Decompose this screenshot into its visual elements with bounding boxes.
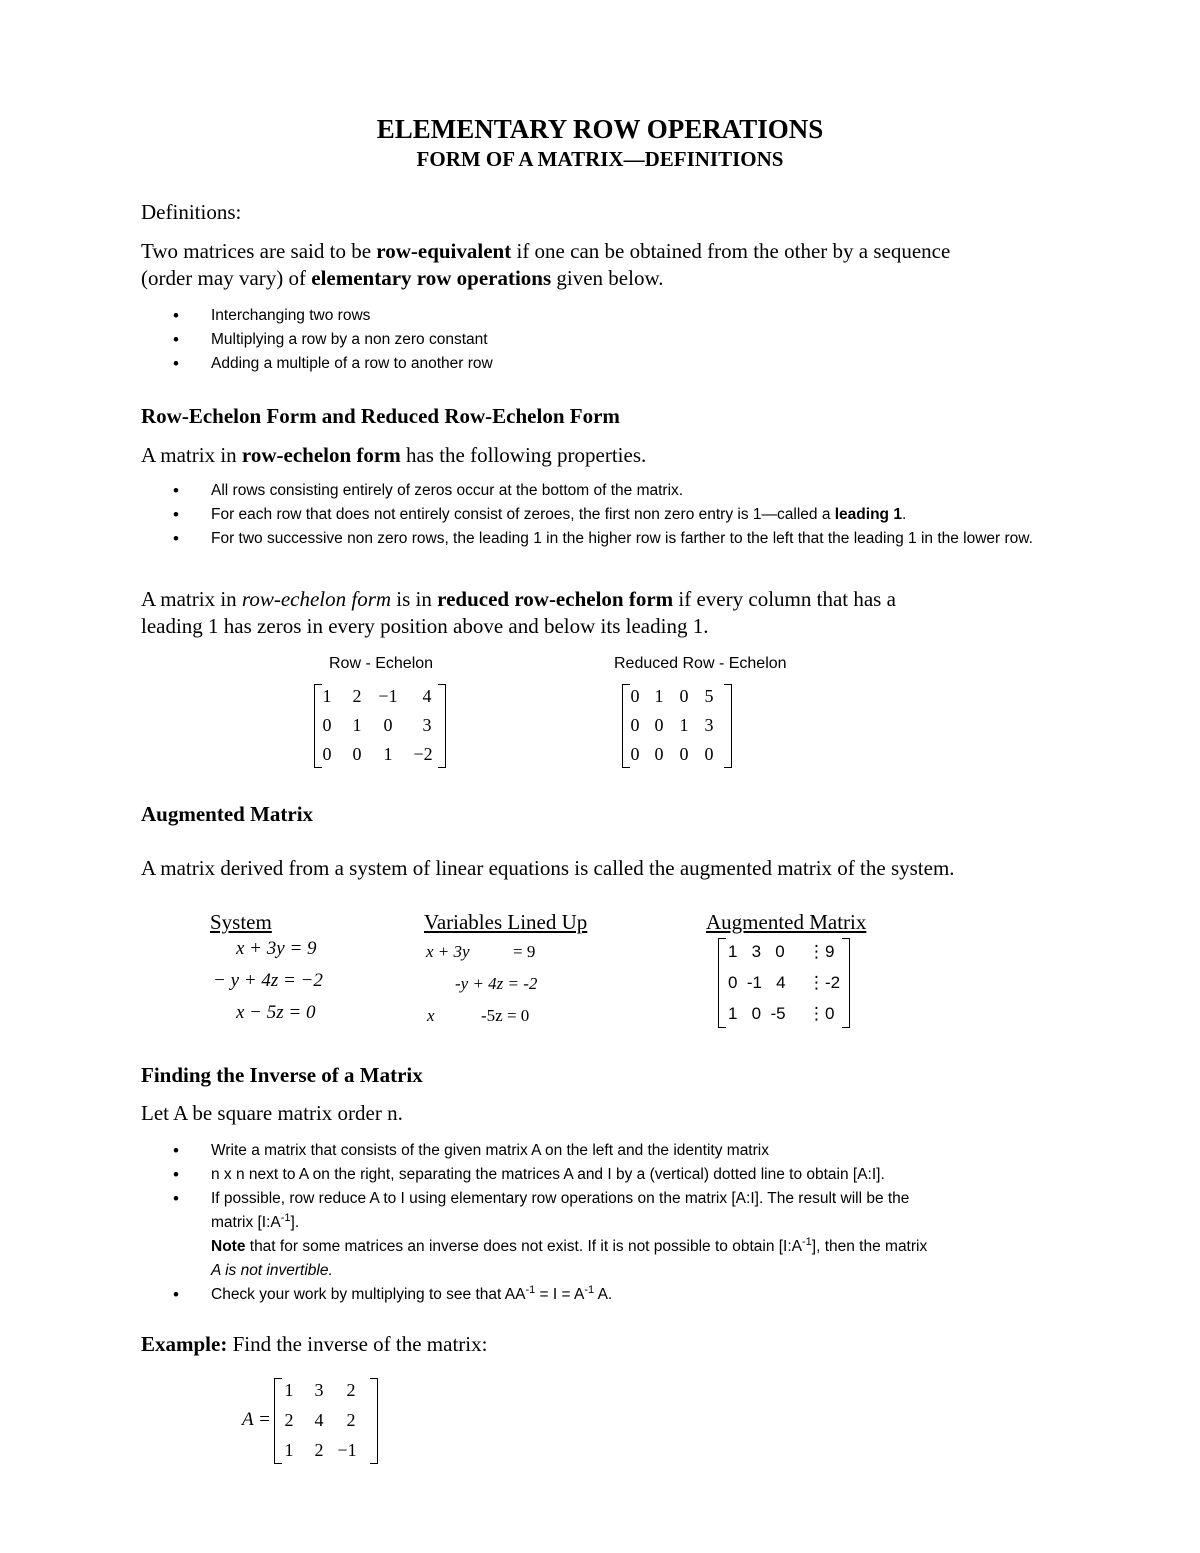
operations-list xyxy=(0,304,1071,376)
matrix-name: A = xyxy=(242,1409,271,1430)
matrix-cell: −2 xyxy=(413,744,433,764)
matrix-cell: 2 xyxy=(352,686,362,706)
system-equation: − y + 4z = −2 xyxy=(213,970,323,991)
matrix-cell: 4 xyxy=(422,686,432,706)
list-item: • All rows consisting entirely of zeros occur at the bottom of the matrix. xyxy=(0,479,1071,503)
list-item: • n x n next to A on the right, separating the matrices A and I by a (vertical) dotted line to obtain [A:I]. xyxy=(0,1163,1071,1187)
augmented-column: ⋮9 xyxy=(808,942,835,961)
lined-equation: x + 3y xyxy=(426,942,470,961)
matrix-cell: 0 xyxy=(630,715,640,735)
matrix-row: 1 3 0 xyxy=(728,942,785,961)
page-subtitle: FORM OF A MATRIX—DEFINITIONS xyxy=(416,147,784,171)
matrix-cell: 1 xyxy=(284,1440,294,1460)
augmented-description: A matrix derived from a system of linear equations is called the augmented matrix of the system. xyxy=(141,856,955,880)
intro-line-2: (order may vary) of elementary row operations given below. xyxy=(141,266,664,290)
list-item: • If possible, row reduce A to I using elementary row operations on the matrix [A:I]. The result will be the matrix $[I:A^{-1}]$. Note that for some matrices an inverse does not exist. If it is not possible to obtain $[I:A^{-1}]$, then the matrix A is not invertible. xyxy=(0,1187,1071,1283)
matrix-cell: 0 xyxy=(352,744,362,764)
matrix-cell: 0 xyxy=(704,744,714,764)
list-item: • Write a matrix that consists of the given matrix A on the left and the identity matrix xyxy=(0,1139,1071,1163)
matrix-cell: −1 xyxy=(337,1440,357,1460)
matrix-cell: 0 xyxy=(322,744,332,764)
augmented-column: ⋮0 xyxy=(808,1004,835,1023)
matrix-row: 0 -1 4 xyxy=(728,973,786,992)
example-line: Example: Find the inverse of the matrix: xyxy=(141,1332,488,1356)
list-item: • Multiplying a row by a non zero constant xyxy=(0,328,1071,352)
matrix-cell: 3 xyxy=(704,715,714,735)
inverse-intro: Let A be square matrix order n. xyxy=(141,1101,403,1125)
example-matrix xyxy=(274,1378,378,1464)
matrix-row: 1 0 -5 xyxy=(728,1004,786,1023)
list-item: • Check your work by multiplying to see that $AA^{-1} = I = A^{-1}$ A. xyxy=(0,1283,1071,1307)
matrix-column-header: Augmented Matrix xyxy=(706,910,867,934)
system-equation: x + 3y = 9 xyxy=(236,938,317,959)
augmented-heading: Augmented Matrix xyxy=(141,802,314,826)
matrix-cell: 0 xyxy=(383,715,393,735)
ref-properties-list xyxy=(0,479,1071,551)
lined-equation-rhs: = 9 xyxy=(513,942,536,961)
matrix-cell: 0 xyxy=(679,744,689,764)
augmented-column: ⋮-2 xyxy=(808,973,841,992)
matrix-cell: 1 xyxy=(383,744,393,764)
rref-def-line-2: leading 1 has zeros in every position above and below its leading 1. xyxy=(141,614,709,638)
lined-equation-rhs: -5z = 0 xyxy=(481,1006,530,1025)
matrix-cell: 0 xyxy=(630,744,640,764)
matrix-cell: 0 xyxy=(654,715,664,735)
list-item: • Adding a multiple of a row to another row xyxy=(0,352,1071,376)
reduced-matrix xyxy=(622,684,732,768)
matrix-cell: 1 xyxy=(654,686,664,706)
rref-def-line-1: A matrix in row-echelon form is in reduced row-echelon form if every column that has a xyxy=(141,587,896,611)
list-item: • For each row that does not entirely consist of zeroes, the first non zero entry is 1—called a leading 1. xyxy=(0,503,1071,527)
inverse-steps-list xyxy=(0,1139,1071,1307)
list-item: • Interchanging two rows xyxy=(0,304,1071,328)
definitions-label: Definitions: xyxy=(141,200,242,224)
matrix-cell: 1 xyxy=(352,715,362,735)
matrix-cell: 3 xyxy=(422,715,432,735)
page-title: ELEMENTARY ROW OPERATIONS xyxy=(376,114,824,144)
matrix-cell: 0 xyxy=(322,715,332,735)
row-echelon-matrix xyxy=(314,684,446,768)
system-equation: x − 5z = 0 xyxy=(236,1002,316,1023)
lined-equation: x xyxy=(427,1006,435,1025)
ref-heading: Row-Echelon Form and Reduced Row-Echelon Form xyxy=(141,404,620,428)
inverse-heading: Finding the Inverse of a Matrix xyxy=(141,1063,423,1087)
reduced-caption: Reduced Row - Echelon xyxy=(614,655,787,672)
matrix-cell: 2 xyxy=(346,1380,356,1400)
matrix-cell: 3 xyxy=(314,1380,324,1400)
matrix-cell: 1 xyxy=(679,715,689,735)
matrix-cell: 0 xyxy=(679,686,689,706)
matrix-cell: 0 xyxy=(654,744,664,764)
matrix-cell: 2 xyxy=(346,1410,356,1430)
list-item: • For two successive non zero rows, the leading 1 in the higher row is farther to the left that the leading 1 in the lower row. xyxy=(0,527,1071,551)
row-echelon-caption: Row - Echelon xyxy=(329,655,434,672)
matrix-cell: −1 xyxy=(378,686,398,706)
intro-line-1: Two matrices are said to be row-equivalent if one can be obtained from the other by a sequence xyxy=(141,239,951,263)
matrix-cell: 5 xyxy=(704,686,714,706)
lined-column-header: Variables Lined Up xyxy=(424,910,588,934)
augmented-matrix xyxy=(718,938,850,1028)
matrix-cell: 2 xyxy=(284,1410,294,1430)
matrix-cell: 2 xyxy=(314,1440,324,1460)
matrix-cell: 4 xyxy=(314,1410,324,1430)
system-column-header: System xyxy=(210,910,272,934)
matrix-cell: 0 xyxy=(630,686,640,706)
matrix-cell: 1 xyxy=(322,686,332,706)
ref-intro: A matrix in row-echelon form has the following properties. xyxy=(141,443,647,467)
matrix-cell: 1 xyxy=(284,1380,294,1400)
lined-equation: -y + 4z = -2 xyxy=(455,974,538,993)
